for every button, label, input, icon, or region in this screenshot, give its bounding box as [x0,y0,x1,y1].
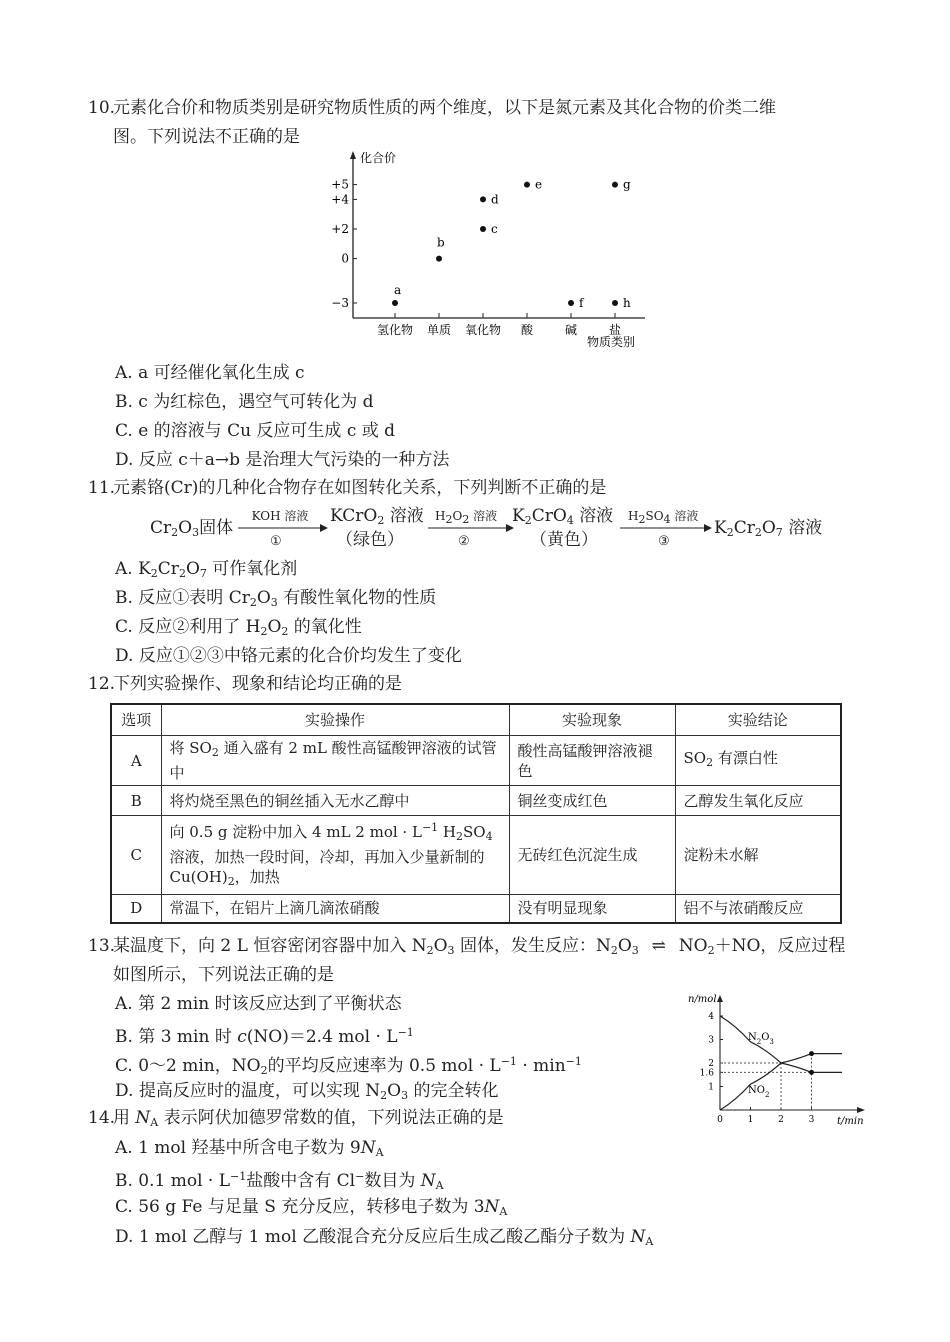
q11-arrow-1 [238,523,328,533]
q13-xtick-label: 2 [778,1115,784,1125]
q11-kcro2: KCrO$_2$ 溶液 [330,506,424,527]
q11-reagent-1: KOH 溶液 [251,509,309,523]
q10-y-arrow [350,151,356,159]
q10-point-label-h: h [623,296,631,310]
q13-xtick-label: 3 [808,1115,815,1125]
q13-kinetics-chart [685,990,870,1130]
q13-label-N2O3: $N_2O_3$ [748,1032,774,1046]
q10-option-b: B. c 为红棕色，遇空气可转化为 d [115,392,374,412]
header-phenomenon: 实验现象 [509,704,675,736]
q10-valence-chart [325,148,655,353]
row-phenomenon: 铜丝变成红色 [509,786,675,816]
q10-point-label-d: d [491,192,499,207]
table-row [111,816,841,895]
q10-ytick-label: +5 [331,177,349,192]
q13-xtick-label: 0 [717,1115,723,1125]
row-operation: 向 0.5 g 淀粉中加入 4 mL 2 mol · $L^{-1}$ $H_2SO_4$ 溶液，加热一段时间，冷却，再加入少量新制的 $Cu(OH)_2$，加热 [161,816,509,895]
q14-option-b: B. 0.1 mol · $L^{-1}$盐酸中含有 Cl−数目为 $N_A$ [115,1170,444,1192]
q10-point-h [612,300,618,306]
q10-xlabel: 物质类别 [587,335,636,349]
header-option: 选项 [111,704,161,736]
q13-ylabel: n/mol [688,994,717,1005]
q11-option-c: C. 反应②利用了 $H_2O_2$ 的氧化性 [115,617,362,638]
q13-ytick-label: 1.6 [699,1068,714,1079]
q13-ytick-label: 1 [708,1082,714,1093]
q10-ytick-label: 0 [341,251,349,266]
row-conclusion: 淀粉未水解 [675,816,841,895]
header-conclusion: 实验结论 [675,704,841,736]
row-operation: 将 $SO_2$ 通入盛有 2 mL 酸性高锰酸钾溶液的试管中 [161,736,509,786]
row-option: A [111,736,161,786]
q10-point-label-a: a [394,283,402,297]
row-conclusion: 乙醇发生氧化反应 [675,786,841,816]
q10-stem-line1: 元素化合价和物质类别是研究物质性质的两个维度，以下是氮元素及其化合物的价类二维 [113,98,776,118]
q11-k2cr2o7: $K_2Cr_2O_7$ 溶液 [714,518,823,539]
q11-option-d: D. 反应①②③中铬元素的化合价均发生了变化 [115,646,462,666]
q13-ytick-label: 4 [708,1012,714,1022]
q13-series-NO2 [720,1054,842,1110]
q10-category-label: 氧化物 [464,323,502,337]
q11-stem: 元素铬(Cr)的几种化合物存在如图转化关系，下列判断不正确的是 [113,478,607,498]
q14-option-d: D. 1 mol 乙醇与 1 mol 乙酸混合充分反应后生成乙酸乙酯分子数为 $N_A$ [115,1227,654,1248]
row-conclusion: 铝不与浓硝酸反应 [675,895,841,923]
q11-yellow-note: （黄色） [530,530,598,550]
q14-option-c: C. 56 g Fe 与足量 S 充分反应，转移电子数为 $3N_A$ [115,1197,508,1218]
row-option: C [111,816,161,895]
q10-point-f [568,300,574,306]
q10-category-label: 单质 [426,323,452,337]
row-conclusion: $SO_2$ 有漂白性 [675,736,841,786]
q11-option-a: A. $K_2Cr_2O_7$ 可作氧化剂 [115,559,298,580]
q13-label-NO2: $NO_2$ [748,1085,770,1099]
q10-point-b [436,256,442,262]
q10-point-g [612,182,618,188]
header-operation: 实验操作 [161,704,509,736]
q11-reagent-2: $H_2O_2$ 溶液 [435,509,498,526]
q11-scheme [150,505,850,555]
q13-x-arrow [857,1107,865,1113]
q11-green-note: （绿色） [336,530,404,550]
q13-ytick-label: 2 [708,1059,714,1069]
q10-point-c [480,226,486,232]
q11-cr2o3: $Cr_2O_3$固体 [150,518,234,539]
q13-stem-line2: 如图所示，下列说法正确的是 [113,965,334,985]
q11-step-3: ③ [658,534,670,549]
q10-point-e [524,182,530,188]
q12-experiment-table [110,703,842,924]
q13-stem-line1: 某温度下，向 2 L 恒容密闭容器中加入 $N_2O_3$ 固体，发生反应：$N_2O_3$ ⇌ $NO_2+NO$，反应过程 [113,936,846,957]
row-operation: 将灼烧至黑色的铜丝插入无水乙醇中 [161,786,509,816]
q10-ytick-label: +2 [331,222,349,236]
q10-stem-line2: 图。下列说法不正确的是 [113,127,300,147]
q10-ytick-label: −3 [331,296,349,310]
q13-option-b: B. 第 3 min 时 c(NO)＝2.4 mol · $L^{-1}$ [115,1026,414,1047]
table-row [111,895,841,923]
q13-point-NO2 [809,1051,814,1056]
q13-number: 13. [88,936,116,956]
q11-option-b: B. 反应①表明 $Cr_2O_3$ 有酸性氧化物的性质 [115,588,437,609]
table-row [111,786,841,816]
q12-stem: 下列实验操作、现象和结论均正确的是 [113,674,402,694]
q11-number: 11. [88,478,116,498]
q10-point-a [392,300,398,306]
q13-ytick-label: 3 [708,1035,714,1046]
q13-xlabel: t/min [837,1116,864,1127]
q10-category-label: 氢化物 [376,323,414,337]
q10-point-label-e: e [535,177,543,192]
q10-category-label: 酸 [520,323,534,337]
table-header-row [111,704,841,736]
q13-option-a: A. 第 2 min 时该反应达到了平衡状态 [115,994,402,1014]
q13-option-c: C. 0～2 min，$NO_2$的平均反应速率为 0.5 mol · $L^{-1} \cdot \min^{-1}$ [115,1055,582,1077]
row-phenomenon: 无砖红色沉淀生成 [509,816,675,895]
q11-arrow-2 [428,523,514,533]
row-option: D [111,895,161,923]
q14-option-a: A. 1 mol 羟基中所含电子数为 $9N_A$ [115,1138,384,1159]
q10-point-d [480,196,486,202]
q13-xtick-label: 1 [747,1115,754,1125]
q13-option-d: D. 提高反应时的温度，可以实现 $N_2O_3$ 的完全转化 [115,1081,499,1102]
table-row [111,736,841,786]
q11-reagent-3: $H_2SO_4$ 溶液 [628,509,699,526]
q10-point-label-c: c [491,222,498,236]
q11-k2cro4: $K_2CrO_4$ 溶液 [512,506,614,527]
q13-y-arrow [717,995,723,1002]
q11-step-1: ① [270,534,282,549]
q12-number: 12. [88,674,116,694]
q10-category-label: 盐 [608,323,622,337]
q10-number: 10. [88,98,116,118]
q10-ylabel: 化合价 [360,151,397,165]
q10-category-label: 碱 [564,323,578,337]
q10-option-c: C. e 的溶液与 Cu 反应可生成 c 或 d [115,421,396,441]
q10-option-a: A. a 可经催化氧化生成 c [115,363,305,383]
q10-point-label-b: b [437,235,445,250]
row-operation: 常温下，在铝片上滴几滴浓硝酸 [161,895,509,923]
q14-stem: 用 $N_A$ 表示阿伏加德罗常数的值，下列说法正确的是 [113,1108,504,1129]
q11-step-2: ② [458,534,470,549]
q10-point-label-f: f [579,296,584,310]
q13-point-N2O3 [809,1070,814,1075]
row-option: B [111,786,161,816]
q10-point-label-g: g [623,177,631,192]
row-phenomenon: 没有明显现象 [509,895,675,923]
row-phenomenon: 酸性高锰酸钾溶液褪色 [509,736,675,786]
q14-number: 14. [88,1108,116,1128]
q10-option-d: D. 反应 c＋a→b 是治理大气污染的一种方法 [115,450,450,470]
q10-ytick-label: +4 [331,192,349,207]
